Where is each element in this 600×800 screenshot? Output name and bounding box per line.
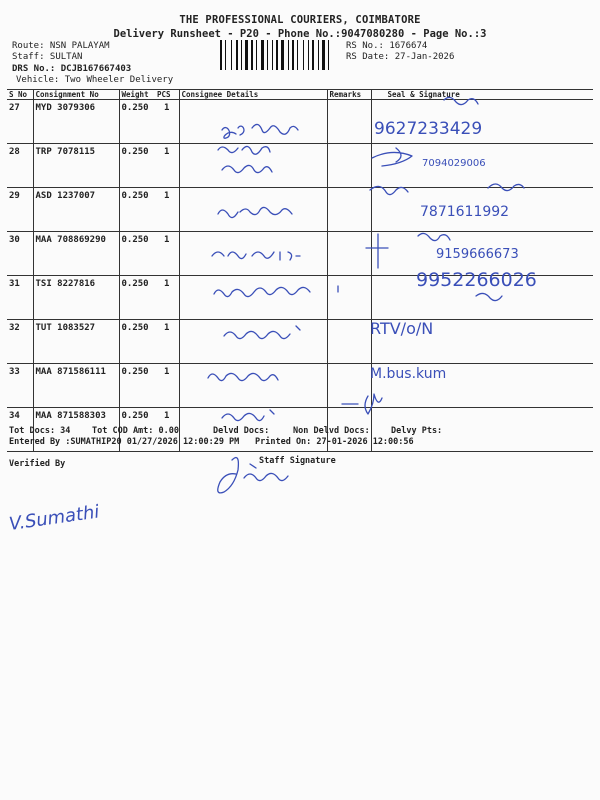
signature-phone-28: 7094029006 [422,158,486,169]
barcode-bar [267,40,268,70]
verifier-signature: V.Sumathi [7,501,101,535]
cell-consignment-no: TUT 1083527 [33,320,119,364]
cell-seal-signature [371,144,593,188]
cell-consignment-no: ASD 1237007 [33,188,119,232]
signature-phone-30: 9159666673 [436,247,519,262]
cell-remarks [327,144,371,188]
barcode-bar [292,40,294,70]
drs-number: DRS No.: DCJB167667403 [12,64,132,74]
barcode-bar [320,40,321,70]
table-row [7,100,593,144]
barcode-bar [249,40,250,70]
col-sno-header: S No [7,90,33,100]
cell-remarks [327,100,371,144]
cell-remarks [327,276,371,320]
barcode-bar [312,40,314,70]
cell-sno: 29 [7,188,33,232]
cell-pcs: 1 [155,408,179,452]
barcode-bar [315,40,317,70]
barcode-bar [243,40,244,70]
barcode-bar [276,40,278,70]
barcode-bar [254,40,255,70]
cell-consignee-details [179,100,327,144]
cell-consignee-details [179,276,327,320]
runsheet-table [7,89,593,452]
non-delivered-docs: Non Delvd Docs: [293,426,370,436]
cell-pcs: 1 [155,100,179,144]
vehicle-label: Vehicle: Two Wheeler Delivery [16,75,174,85]
barcode-bar [285,40,287,70]
rs-date: RS Date: 27-Jan-2026 [346,52,455,62]
barcode-bar [227,40,230,70]
barcode-bar [308,40,309,70]
bottom-signatures [8,458,288,535]
cell-consignee-details [179,320,327,364]
cell-sno: 34 [7,408,33,452]
cell-consignment-no: MYD 3079306 [33,100,119,144]
barcode-bar [299,40,302,70]
barcode-bar [318,40,319,70]
cell-pcs: 1 [155,364,179,408]
signature-note-33: M.bus.kum [370,366,447,382]
cell-sno: 32 [7,320,33,364]
barcode-bar [305,40,307,70]
total-cod: Tot COD Amt: 0.00 [92,426,179,436]
signature-phone-29: 7871611992 [420,204,510,220]
cell-seal-signature [371,232,593,276]
cell-sno: 28 [7,144,33,188]
barcode-bar [223,40,224,70]
barcode-bar [241,40,242,70]
barcode-image [220,40,340,70]
table-row [7,276,593,320]
barcode-bar [322,40,325,70]
cell-weight: 0.250 [119,232,155,276]
barcode-bar [245,40,248,70]
cell-consignee-details [179,232,327,276]
signature-phone-27: 9627233429 [374,119,483,139]
col-consignee-header: Consignee Details [179,90,327,100]
barcode-bar [256,40,257,70]
barcode-bar [231,40,232,70]
cell-pcs: 1 [155,188,179,232]
table-row [7,320,593,364]
col-seal-header: Seal & Signature [371,90,593,100]
col-pcs-header: PCS [155,90,179,100]
runsheet-subtitle: Delivery Runsheet - P20 - Phone No.:9047080280 - Page No.:3 [113,28,487,40]
col-weight-header: Weight [119,90,155,100]
cell-consignee-details [179,364,327,408]
total-docs: Tot Docs: 34 [9,426,71,436]
barcode-bar [269,40,271,70]
cell-seal-signature [371,100,593,144]
barcode-bar [310,40,311,70]
cell-sno: 30 [7,232,33,276]
cell-weight: 0.250 [119,408,155,452]
barcode-bar [281,40,284,70]
delivery-points: Delvy Pts: [391,426,443,436]
cell-consignment-no: TRP 7078115 [33,144,119,188]
barcode-bar [258,40,260,70]
barcode-bar [303,40,304,70]
table-row [7,232,593,276]
staff-label: Staff: SULTAN [12,52,83,62]
cell-pcs: 1 [155,276,179,320]
barcode-bar [290,40,291,70]
cell-consignment-no: MAA 871588303 [33,408,119,452]
col-remarks-header: Remarks [327,90,371,100]
cell-weight: 0.250 [119,188,155,232]
rs-number: RS No.: 1676674 [346,41,428,51]
cell-pcs: 1 [155,320,179,364]
cell-weight: 0.250 [119,100,155,144]
cell-consignment-no: TSI 8227816 [33,276,119,320]
col-consignment-header: Consignment No [33,90,119,100]
barcode-bar [265,40,266,70]
cell-sno: 31 [7,276,33,320]
table-header-row [7,90,593,100]
cell-weight: 0.250 [119,276,155,320]
cell-consignment-no: MAA 871586111 [33,364,119,408]
barcode-bar [272,40,273,70]
barcode-bar [295,40,296,70]
cell-remarks [327,320,371,364]
barcode-bar [239,40,240,70]
cell-weight: 0.250 [119,144,155,188]
cell-remarks [327,188,371,232]
barcode-bar [297,40,298,70]
verified-by-label: Verified By [9,459,66,469]
entered-by: Entered By :SUMATHIP20 01/27/2026 12:00:29 PM [9,437,240,447]
cell-weight: 0.250 [119,320,155,364]
barcode-bar [274,40,275,70]
barcode-bar [236,40,238,70]
barcode-bar [251,40,253,70]
cell-consignment-no: MAA 708869290 [33,232,119,276]
barcode-bar [233,40,235,70]
barcode-bar [261,40,264,70]
barcode-bar [328,40,329,70]
staff-signature-label: Staff Signature [259,456,336,466]
delivered-docs: Delvd Docs: [213,426,270,436]
table-row [7,144,593,188]
barcode-bar [279,40,280,70]
barcode-bar [220,40,222,70]
table-row [7,188,593,232]
cell-remarks [327,232,371,276]
cell-weight: 0.250 [119,364,155,408]
cell-consignee-details [179,188,327,232]
cell-pcs: 1 [155,232,179,276]
barcode-bar [225,40,226,70]
route-label: Route: NSN PALAYAM [12,41,110,51]
signature-phone-31: 9952266026 [416,269,537,291]
cell-sno: 33 [7,364,33,408]
cell-consignee-details [179,144,327,188]
cell-sno: 27 [7,100,33,144]
signature-note-32: RTV/o/N [370,319,434,338]
cell-remarks [327,364,371,408]
table-row [7,364,593,408]
barcode-bar [288,40,289,70]
printed-on: Printed On: 27-01-2026 12:00:56 [255,437,414,447]
cell-seal-signature [371,188,593,232]
company-title: THE PROFESSIONAL COURIERS, COIMBATORE [179,14,421,26]
cell-seal-signature [371,276,593,320]
cell-seal-signature [371,364,593,408]
cell-pcs: 1 [155,144,179,188]
barcode-bar [326,40,327,70]
barcode-bar [330,40,332,70]
cell-seal-signature [371,320,593,364]
